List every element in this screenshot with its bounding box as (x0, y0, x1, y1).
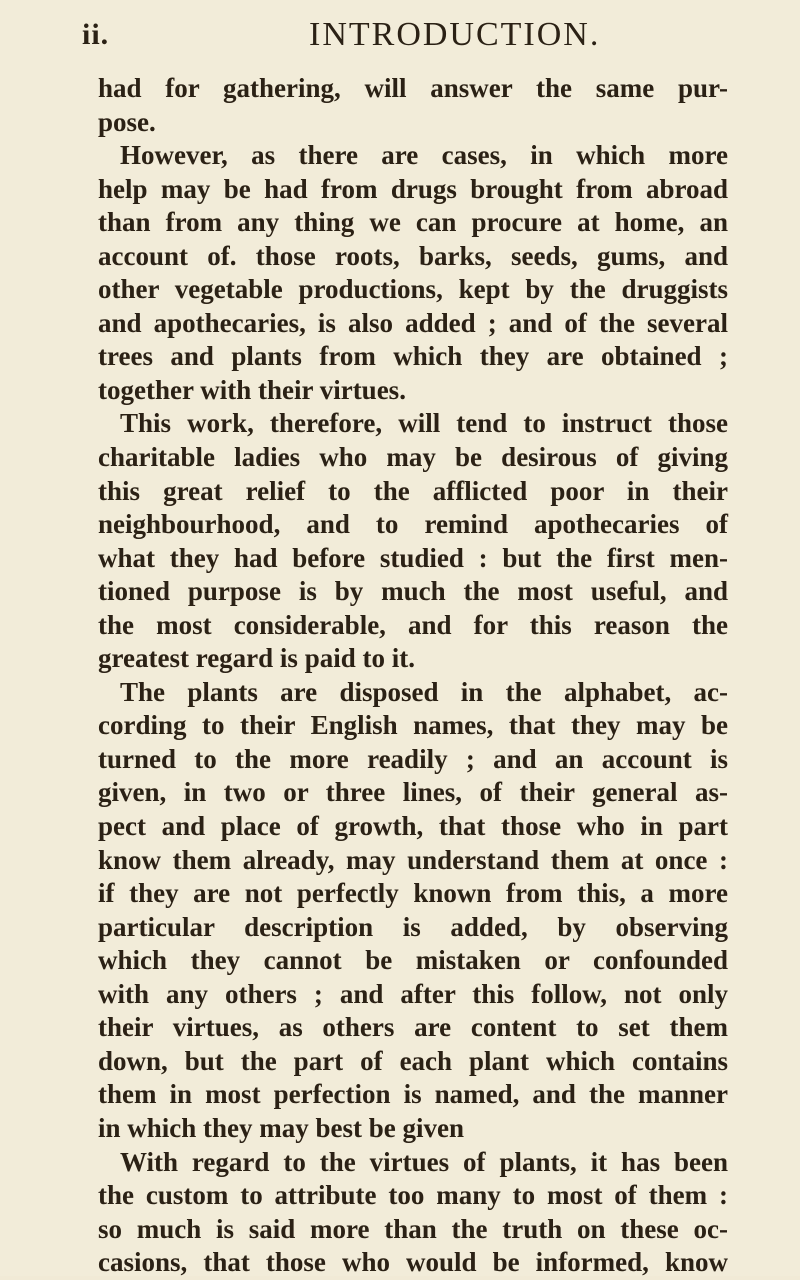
text-line: in which they may best be given (98, 1112, 465, 1143)
page-number: ii. (82, 18, 110, 51)
text-line: This work, therefore, will tend to instruct those (120, 408, 728, 439)
text-line: them in most perfection is named, and the manner (98, 1079, 728, 1110)
text-line: trees and plants from which they are obtained ; (98, 341, 728, 372)
text-line: pose. (98, 106, 156, 137)
text-line: casions, that those who would be informed, know (98, 1247, 728, 1278)
text-line: this great relief to the afflicted poor in their (98, 475, 728, 506)
text-line: so much is said more than the truth on these oc- (98, 1213, 728, 1244)
text-line: other vegetable productions, kept by the druggists (98, 274, 728, 305)
body-text (98, 72, 728, 1280)
text-line: greatest regard is paid to it. (98, 643, 415, 674)
text-line: The plants are disposed in the alphabet, ac- (120, 676, 728, 707)
text-line: tioned purpose is by much the most useful, and (98, 576, 728, 607)
text-line: account of. those roots, barks, seeds, gums, and (98, 240, 728, 271)
text-line: if they are not perfectly known from this, a more (98, 878, 728, 909)
text-line: the custom to attribute too many to most of them : (98, 1180, 728, 1211)
text-line: had for gathering, will answer the same pur- (98, 73, 728, 103)
text-line: and apothecaries, is also added ; and of the several (98, 307, 728, 338)
text-line: turned to the more readily ; and an account is (98, 743, 728, 774)
text-line: than from any thing we can procure at home, an (98, 207, 728, 238)
text-line: given, in two or three lines, of their general as- (98, 777, 728, 808)
text-line: With regard to the virtues of plants, it has been (120, 1146, 728, 1177)
page-title: INTRODUCTION. (309, 16, 601, 53)
text-line: particular description is added, by observing (98, 911, 728, 942)
text-line: help may be had from drugs brought from abroad (98, 173, 728, 204)
text-line: down, but the part of each plant which contains (98, 1045, 728, 1076)
text-line: charitable ladies who may be desirous of giving (98, 442, 728, 473)
text-line: their virtues, as others are content to set them (98, 1012, 728, 1043)
text-line: with any others ; and after this follow, not only (98, 978, 728, 1009)
text-line: neighbourhood, and to remind apothecaries of (98, 509, 728, 540)
text-line: However, as there are cases, in which more (120, 140, 728, 171)
text-line: pect and place of growth, that those who in part (98, 811, 728, 842)
running-head (82, 10, 722, 60)
text-line: what they had before studied : but the first men- (98, 542, 728, 573)
text-line: cording to their English names, that they may be (98, 710, 728, 741)
text-line: know them already, may understand them at once : (98, 844, 728, 875)
text-line: the most considerable, and for this reason the (98, 609, 728, 640)
text-line: together with their virtues. (98, 374, 406, 405)
text-line: which they cannot be mistaken or confounded (98, 945, 728, 976)
